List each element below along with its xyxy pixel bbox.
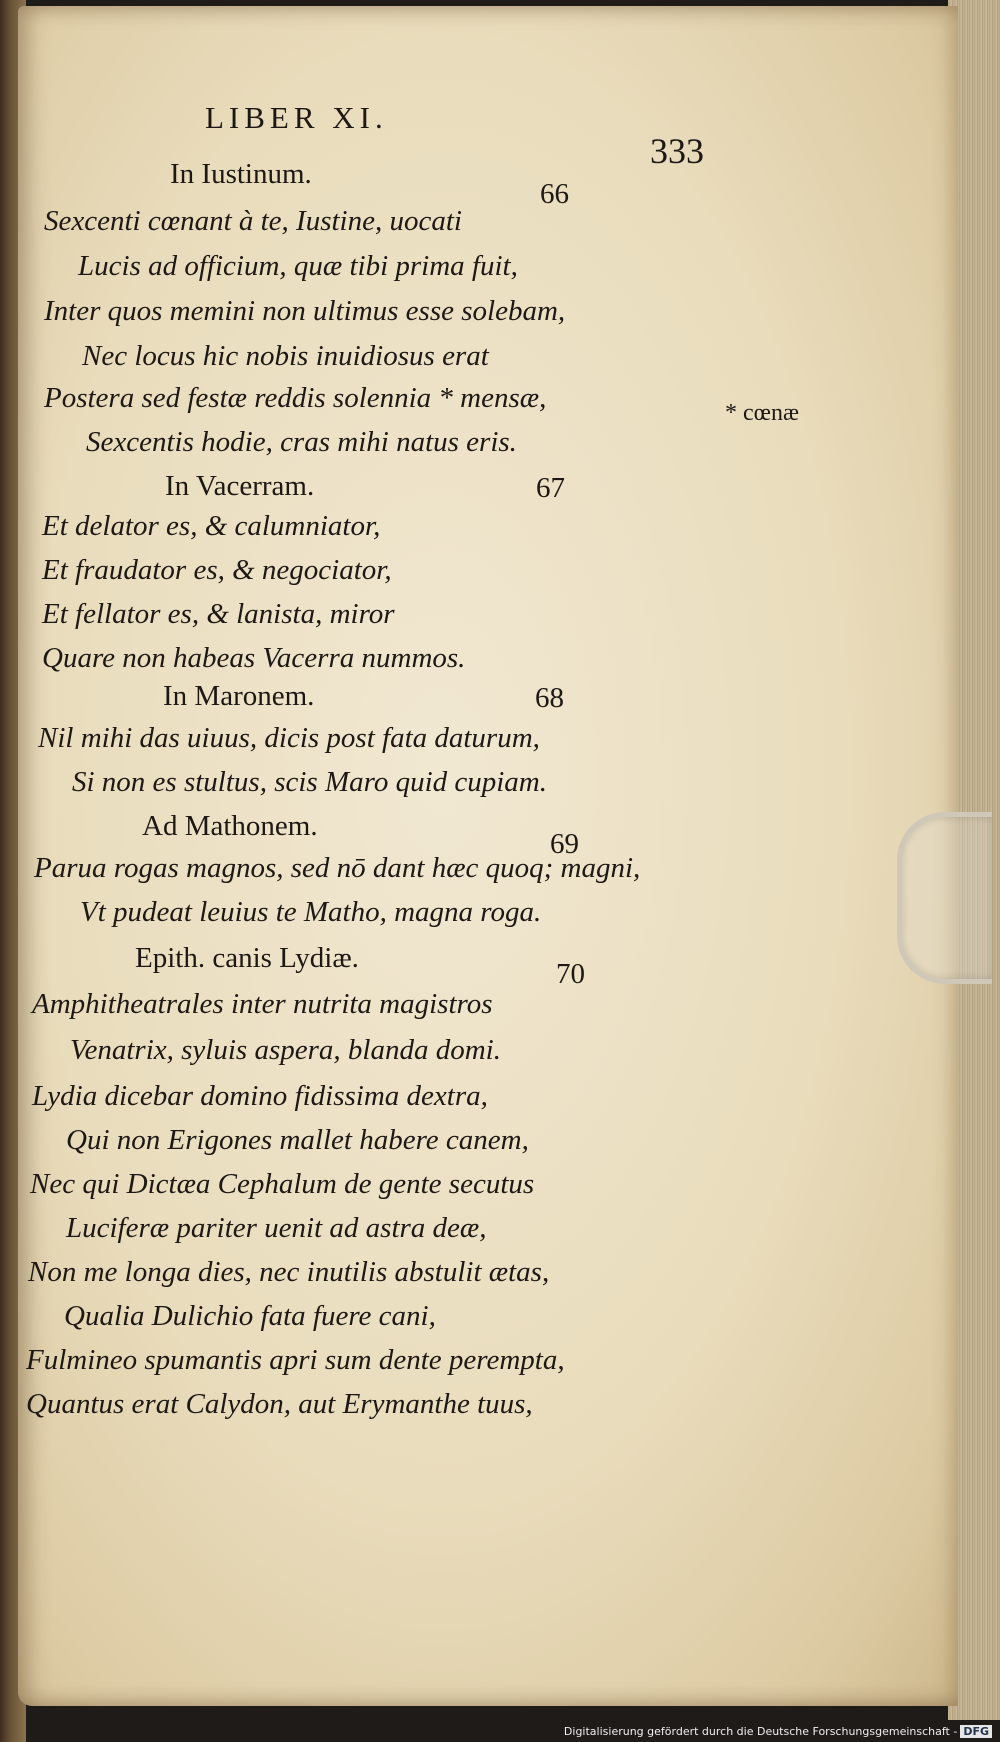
- verse-line: Postera sed festæ reddis solennia * mensæ,: [44, 382, 547, 414]
- verse-line: Lucis ad officium, quæ tibi prima fuit,: [78, 250, 518, 282]
- verse-line: Sexcentis hodie, cras mihi natus eris.: [86, 426, 517, 458]
- verse-line: Quantus erat Calydon, aut Erymanthe tuus,: [26, 1388, 533, 1420]
- verse-line: Qui non Erigones mallet habere canem,: [66, 1124, 529, 1156]
- poem-title: Epith. canis Lydiæ.: [135, 942, 359, 974]
- verse-line: Nec locus hic nobis inuidiosus erat: [82, 340, 489, 372]
- poem-number: 69: [550, 828, 579, 860]
- verse-line: Quare non habeas Vacerra nummos.: [42, 642, 466, 674]
- digitization-credit: [564, 1725, 992, 1738]
- verse-line: Et fraudator es, & negociator,: [42, 554, 392, 586]
- poem-number: 70: [556, 958, 585, 990]
- verse-line: Nil mihi das uiuus, dicis post fata daturum,: [38, 722, 540, 754]
- verse-line: Non me longa dies, nec inutilis abstulit ætas,: [28, 1256, 550, 1288]
- verse-line: Amphitheatrales inter nutrita magistros: [32, 988, 493, 1020]
- verse-line: Lydia dicebar domino fidissima dextra,: [32, 1080, 488, 1112]
- verse-line: Qualia Dulichio fata fuere cani,: [64, 1300, 436, 1332]
- verse-line: Venatrix, syluis aspera, blanda domi.: [70, 1034, 501, 1066]
- credit-text: Digitalisierung gefördert durch die Deutsche Forschungsgemeinschaft -: [563, 1725, 958, 1738]
- margin-note: * cœnæ: [725, 400, 799, 426]
- verse-line: Et fellator es, & lanista, miror: [42, 598, 395, 630]
- poem-number: 67: [536, 472, 565, 504]
- verse-line: Vt pudeat leuius te Matho, magna roga.: [80, 896, 542, 928]
- dfg-logo: DFG: [960, 1725, 992, 1738]
- verse-line: Sexcenti cœnant à te, Iustine, uocati: [44, 205, 462, 237]
- verse-line: Inter quos memini non ultimus esse solebam,: [44, 295, 566, 327]
- verse-line: Fulmineo spumantis apri sum dente perempta,: [26, 1344, 565, 1376]
- poem-title: In Iustinum.: [170, 158, 312, 190]
- verse-line: Et delator es, & calumniator,: [42, 510, 381, 542]
- verse-line: Parua rogas magnos, sed nō dant hæc quoq; magni,: [34, 852, 641, 884]
- page-number: 333: [650, 131, 704, 171]
- poem-title: In Maronem.: [163, 680, 315, 712]
- verse-line: Nec qui Dictæa Cephalum de gente secutus: [30, 1168, 535, 1200]
- poem-title: Ad Mathonem.: [142, 810, 318, 842]
- running-title: LIBER XI.: [205, 100, 388, 135]
- poem-number: 66: [540, 178, 569, 210]
- verse-line: Si non es stultus, scis Maro quid cupiam.: [72, 766, 548, 798]
- poem-title: In Vacerram.: [165, 470, 315, 502]
- poem-number: 68: [535, 682, 564, 714]
- page-clip: [897, 812, 992, 984]
- verse-line: Luciferæ pariter uenit ad astra deæ,: [66, 1212, 487, 1244]
